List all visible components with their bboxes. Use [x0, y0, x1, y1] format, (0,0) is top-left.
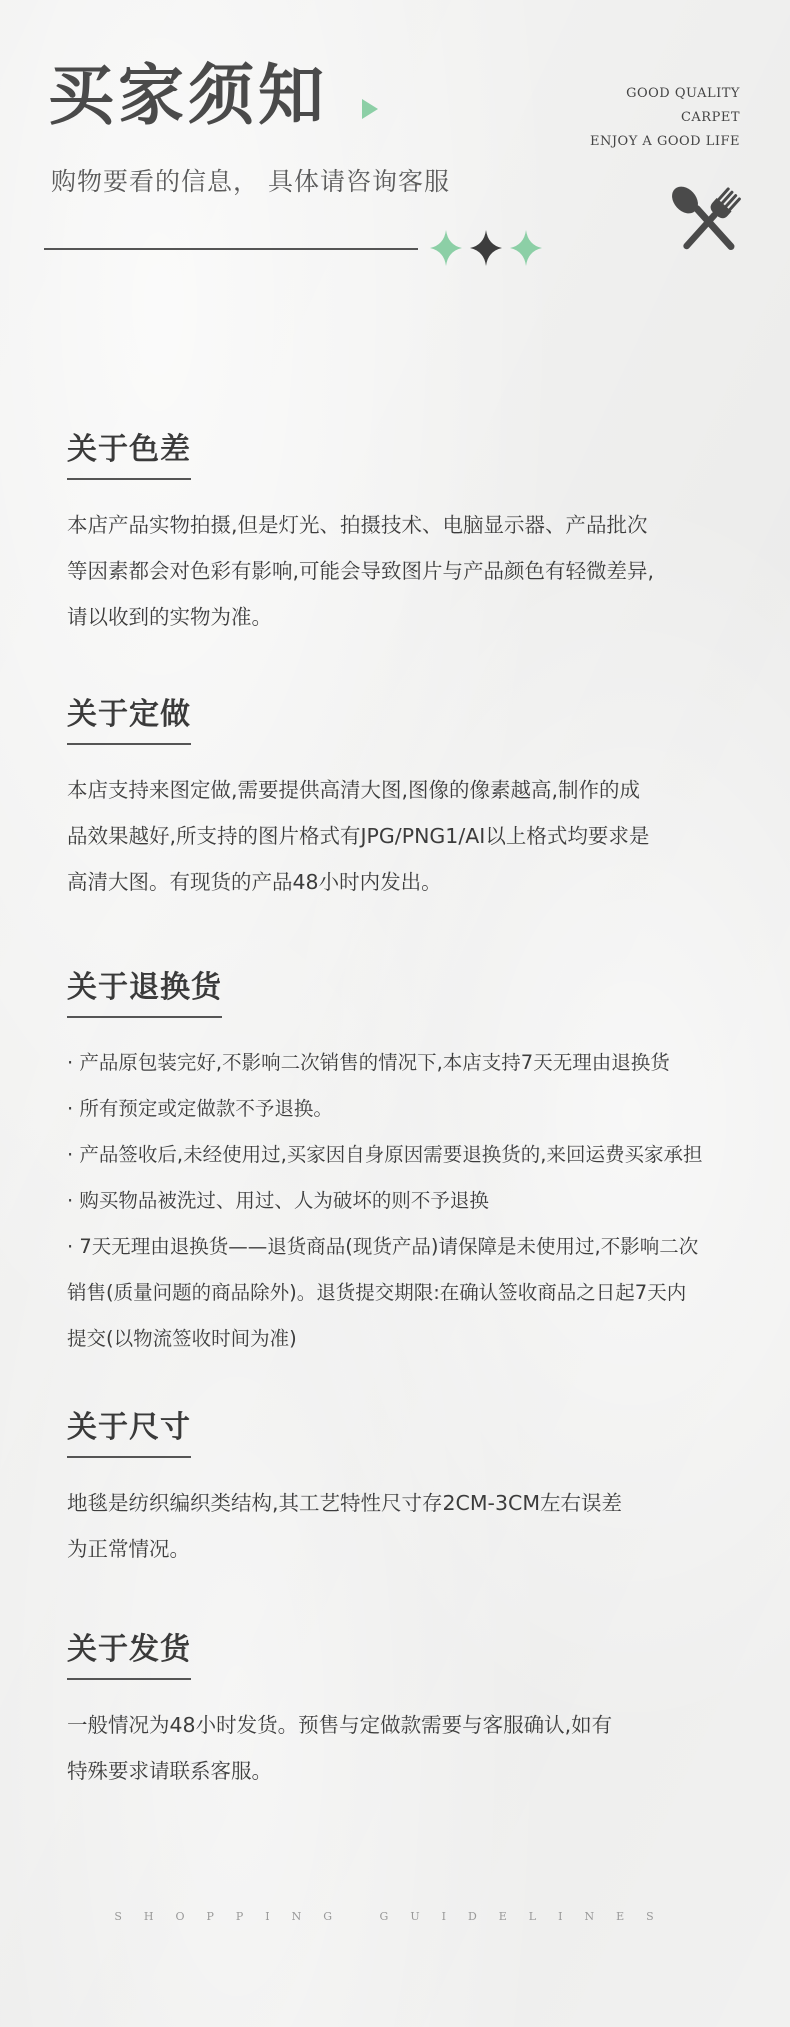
section-heading: 关于色差: [67, 432, 191, 480]
section-body: [67, 767, 737, 905]
section-heading: 关于发货: [67, 1632, 191, 1680]
section-heading: 关于定做: [67, 697, 191, 745]
subtitle: 购物要看的信息， 具体请咨询客服: [51, 167, 450, 196]
tagline-line: GOOD QUALITY: [626, 86, 740, 101]
bullet-item: 提交(以物流签收时间为准): [67, 1327, 297, 1350]
section-heading: 关于退换货: [67, 970, 222, 1018]
body-line: 本店产品实物拍摄,但是灯光、拍摄技术、电脑显示器、产品批次: [67, 513, 648, 537]
section-body: [67, 502, 737, 640]
page-title: 买家须知: [48, 56, 328, 134]
body-line: 一般情况为48小时发货。预售与定做款需要与客服确认,如有: [67, 1713, 613, 1737]
bullet-item: · 7天无理由退换货——退货商品(现货产品)请保障是未使用过,不影响二次: [67, 1235, 699, 1258]
body-line: 等因素都会对色彩有影响,可能会导致图片与产品颜色有轻微差异,: [67, 559, 655, 583]
body-line: 特殊要求请联系客服。: [67, 1759, 272, 1783]
section-heading: 关于尺寸: [67, 1410, 191, 1458]
bullet-item: · 产品原包装完好,不影响二次销售的情况下,本店支持7天无理由退换货: [67, 1051, 670, 1074]
body-line: 本店支持来图定做,需要提供高清大图,图像的像素越高,制作的成: [67, 778, 641, 802]
tagline-line: ENJOY A GOOD LIFE: [589, 134, 740, 149]
body-line: 地毯是纺织编织类结构,其工艺特性尺寸存2CM-3CM左右误差: [67, 1491, 623, 1515]
section-body: [67, 1702, 737, 1794]
bullet-item: · 所有预定或定做款不予退换。: [67, 1097, 333, 1120]
bullet-item: · 购买物品被洗过、用过、人为破坏的则不予退换: [67, 1189, 489, 1212]
bullet-item: 销售(质量问题的商品除外)。退货提交期限:在确认签收商品之日起7天内: [67, 1281, 687, 1304]
play-triangle-icon: [362, 99, 378, 119]
body-line: 为正常情况。: [67, 1537, 190, 1561]
section-body: [67, 1480, 737, 1572]
body-line: 高清大图。有现货的产品48小时内发出。: [67, 870, 442, 894]
tagline-line: CARPET: [680, 110, 740, 125]
tagline: [590, 82, 740, 154]
body-line: 请以收到的实物为准。: [67, 605, 272, 629]
section-color-difference: [67, 432, 737, 640]
section-returns: [67, 970, 737, 1362]
section-body: [67, 1040, 737, 1362]
section-custom-order: [67, 697, 737, 905]
section-shipping: [67, 1632, 737, 1794]
body-line: 品效果越好,所支持的图片格式有JPG/PNG1/AI以上格式均要求是: [67, 824, 650, 848]
footer-text: SHOPPING GUIDELINES: [114, 1910, 676, 1923]
four-point-star-icon: [424, 226, 548, 270]
spoon-fork-icon: [668, 184, 748, 256]
section-size: [67, 1410, 737, 1572]
divider-line: [44, 248, 418, 250]
bullet-item: · 产品签收后,未经使用过,买家因自身原因需要退换货的,来回运费买家承担: [67, 1143, 703, 1166]
